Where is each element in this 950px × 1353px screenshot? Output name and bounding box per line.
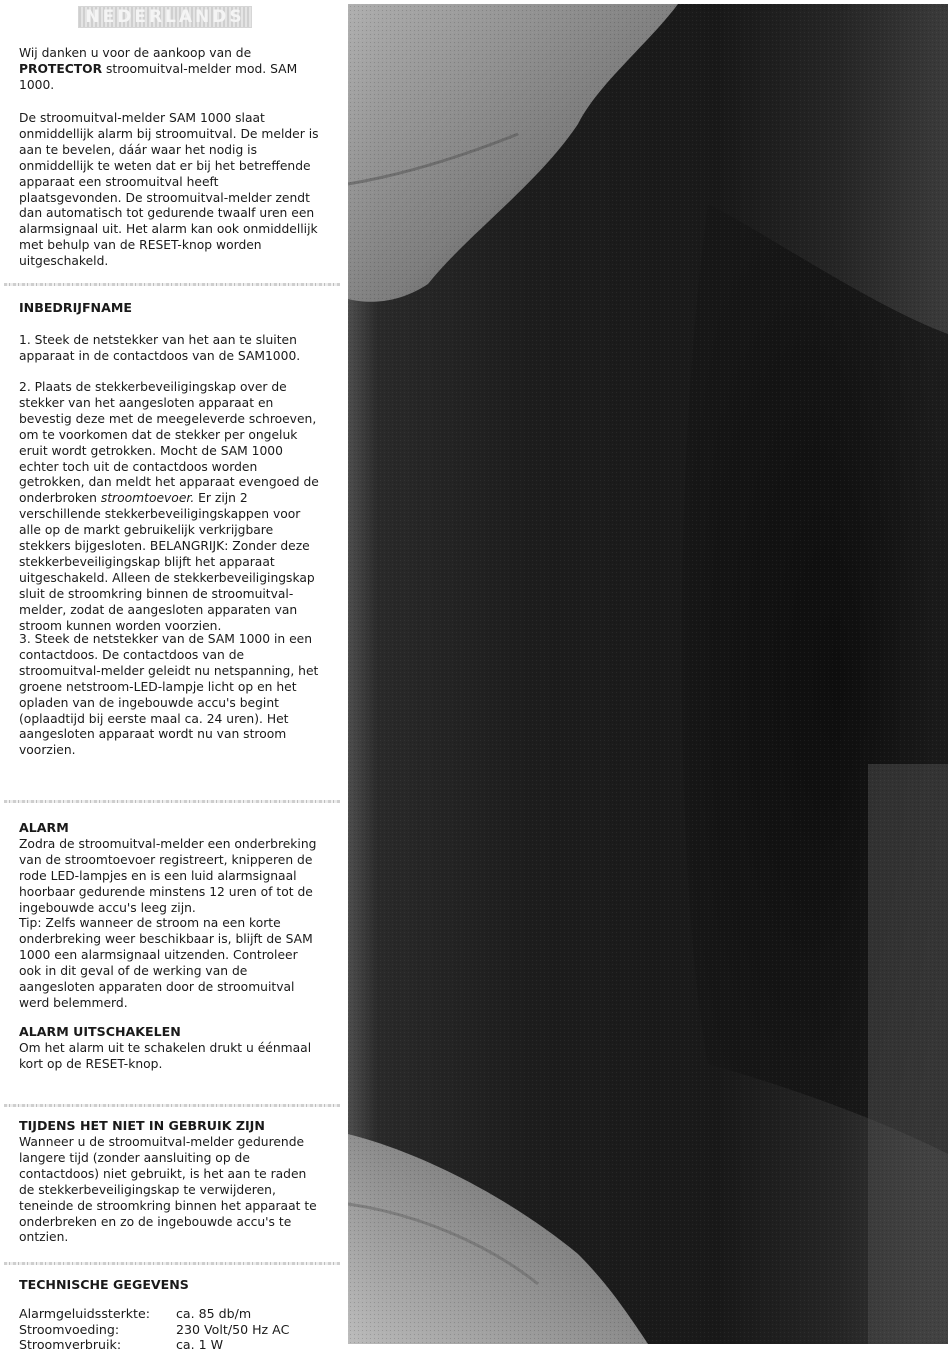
spec-label: Alarmgeluidssterkte: [19, 1306, 150, 1321]
alarm-off-text: Om het alarm uit te schakelen drukt u éénmaal kort op de RESET-knop. [19, 1041, 312, 1071]
section-header-band [78, 6, 252, 28]
intro-text-pre: Wij danken u voor de aankoop van de [19, 46, 252, 60]
spec-label: Stroomverbruik: [19, 1337, 122, 1353]
spec-row [19, 1337, 289, 1353]
section-divider [4, 800, 340, 803]
alarm-tip: Tip: Zelfs wanneer de stroom na een korte onderbreking weer beschikbaar is, blijft de SAM 1000 een alarmsignaal uitzenden. Controleer ook in dit geval of de werking van de aangesloten apparaten door de stroomuitval werd belemmerd. [19, 916, 313, 1010]
spec-table [19, 1306, 289, 1353]
spec-value: ca. 85 db/m [176, 1306, 252, 1321]
brand-name: PROTECTOR [19, 61, 103, 76]
intro-text-post: stroomuitval-melder mod. SAM 1000. [19, 61, 298, 92]
heading-technische-gegevens: TECHNISCHE GEGEVENS [19, 1277, 189, 1292]
step-2-italic: stroomtoevoer. [100, 491, 195, 506]
setup-step-2 [19, 380, 319, 635]
not-in-use-text: Wanneer u de stroomuitval-melder gedurende langere tijd (zonder aansluiting op de contactdoos) niet gebruikt, is het aan te raden de stekkerbeveiligingskap te verwijderen, teneinde de stroomkring binnen het apparaat te onderbreken en zo de ingebouwde accu's te ontzien. [19, 1135, 317, 1245]
spec-row [19, 1306, 289, 1322]
product-photo-shapes [348, 4, 948, 1344]
intro-paragraph-2: De stroomuitval-melder SAM 1000 slaat onmiddellijk alarm bij stroomuitval. De melder is aan te bevelen, dáár waar het nodig is onmiddellijk te weten dat er bij het betreffende apparaat een stroomuitval heeft plaatsgevonden. De stroomuitval-melder zendt dan automatisch tot gedurende twaalf uren een alarmsignaal uit. Het alarm kan ook onmiddellijk met behulp van de RESET-knop worden uitgeschakeld. [19, 111, 319, 269]
header-title: NEDERLANDS [85, 7, 245, 27]
heading-alarm-uitschakelen: ALARM UITSCHAKELEN [19, 1024, 181, 1039]
product-photo [348, 4, 948, 1344]
section-divider [4, 1262, 340, 1265]
spec-row [19, 1322, 289, 1338]
manual-text-column [0, 0, 348, 1353]
section-divider [4, 283, 340, 286]
step-2-text-a: 2. Plaats de stekkerbeveiligingskap over de stekker van het aangesloten apparaat en bevestig deze met de meegeleverde schroeven, om te voorkomen dat de stekker per ongeluk eruit wordt getrokken. Mocht de SAM 1000 echter toch uit de contactdoos worden getrokken, dan meldt het apparaat evengoed de onderbroken [19, 380, 319, 506]
spec-value: 230 Volt/50 Hz AC [176, 1321, 290, 1337]
setup-step-3: 3. Steek de netstekker van de SAM 1000 in een contactdoos. De contactdoos van de stroomuitval-melder geleidt nu netspanning, het groene netstroom-LED-lampje licht op en het opladen van de ingebouwde accu's begint (oplaadtijd bij eerste maal ca. 24 uren). Het aangesloten apparaat wordt nu van stroom voorzien. [19, 632, 319, 758]
intro-paragraph-1 [19, 46, 319, 94]
step-2-text-b: Er zijn 2 verschillende stekkerbeveiligingskappen voor alle op de markt gebruikelijk verkrijgbare stekkers bijgesloten. BELANGRIJK: Zonder deze stekkerbeveiligingskap blijft het apparaat uitgeschakeld. Alleen de stekkerbeveiligingskap sluit de stroomkring binnen de stroomuitval-melder, zodat de aangesloten apparaten van stroom kunnen worden voorzien. [19, 491, 315, 633]
spec-value: ca. 1 W [176, 1337, 224, 1353]
heading-not-in-use: TIJDENS HET NIET IN GEBRUIK ZIJN [19, 1118, 265, 1133]
heading-alarm: ALARM [19, 820, 69, 835]
spec-label: Stroomvoeding: [19, 1321, 120, 1337]
alarm-text: Zodra de stroomuitval-melder een onderbreking van de stroomtoevoer registreert, knipperen de rode LED-lampjes en is een luid alarmsignaal hoorbaar gedurende minstens 12 uren of tot de ingebouwde accu's leeg zijn. [19, 837, 317, 915]
setup-step-1: 1. Steek de netstekker van het aan te sluiten apparaat in de contactdoos van de SAM1000. [19, 333, 301, 363]
section-divider [4, 1104, 340, 1107]
heading-inbedrijfname: INBEDRIJFNAME [19, 300, 132, 315]
